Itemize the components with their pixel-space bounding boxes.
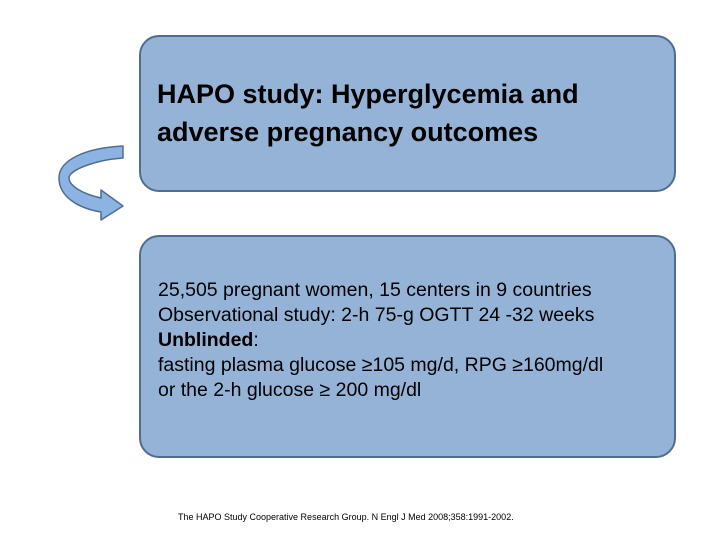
unblinded-label: Unblinded bbox=[158, 329, 254, 351]
details-line-3 bbox=[158, 328, 673, 353]
unblinded-colon: : bbox=[253, 329, 259, 351]
citation: The HAPO Study Cooperative Research Group. N Engl J Med 2008;358:1991-2002. bbox=[178, 512, 514, 522]
details-line-5: or the 2-h glucose ≥ 200 mg/dl bbox=[158, 379, 422, 401]
curved-arrow-icon bbox=[55, 140, 130, 225]
title-line-2: adverse pregnancy outcomes bbox=[157, 117, 539, 147]
title-line-1: HAPO study: Hyperglycemia and bbox=[157, 79, 579, 109]
slide-title bbox=[157, 75, 667, 151]
details-text bbox=[158, 278, 673, 403]
details-line-4: fasting plasma glucose ≥105 mg/d, RPG ≥160mg/dl bbox=[158, 354, 604, 376]
details-line-1: 25,505 pregnant women, 15 centers in 9 countries bbox=[158, 279, 592, 301]
details-line-2: Observational study: 2-h 75-g OGTT 24 -32 weeks bbox=[158, 304, 595, 326]
